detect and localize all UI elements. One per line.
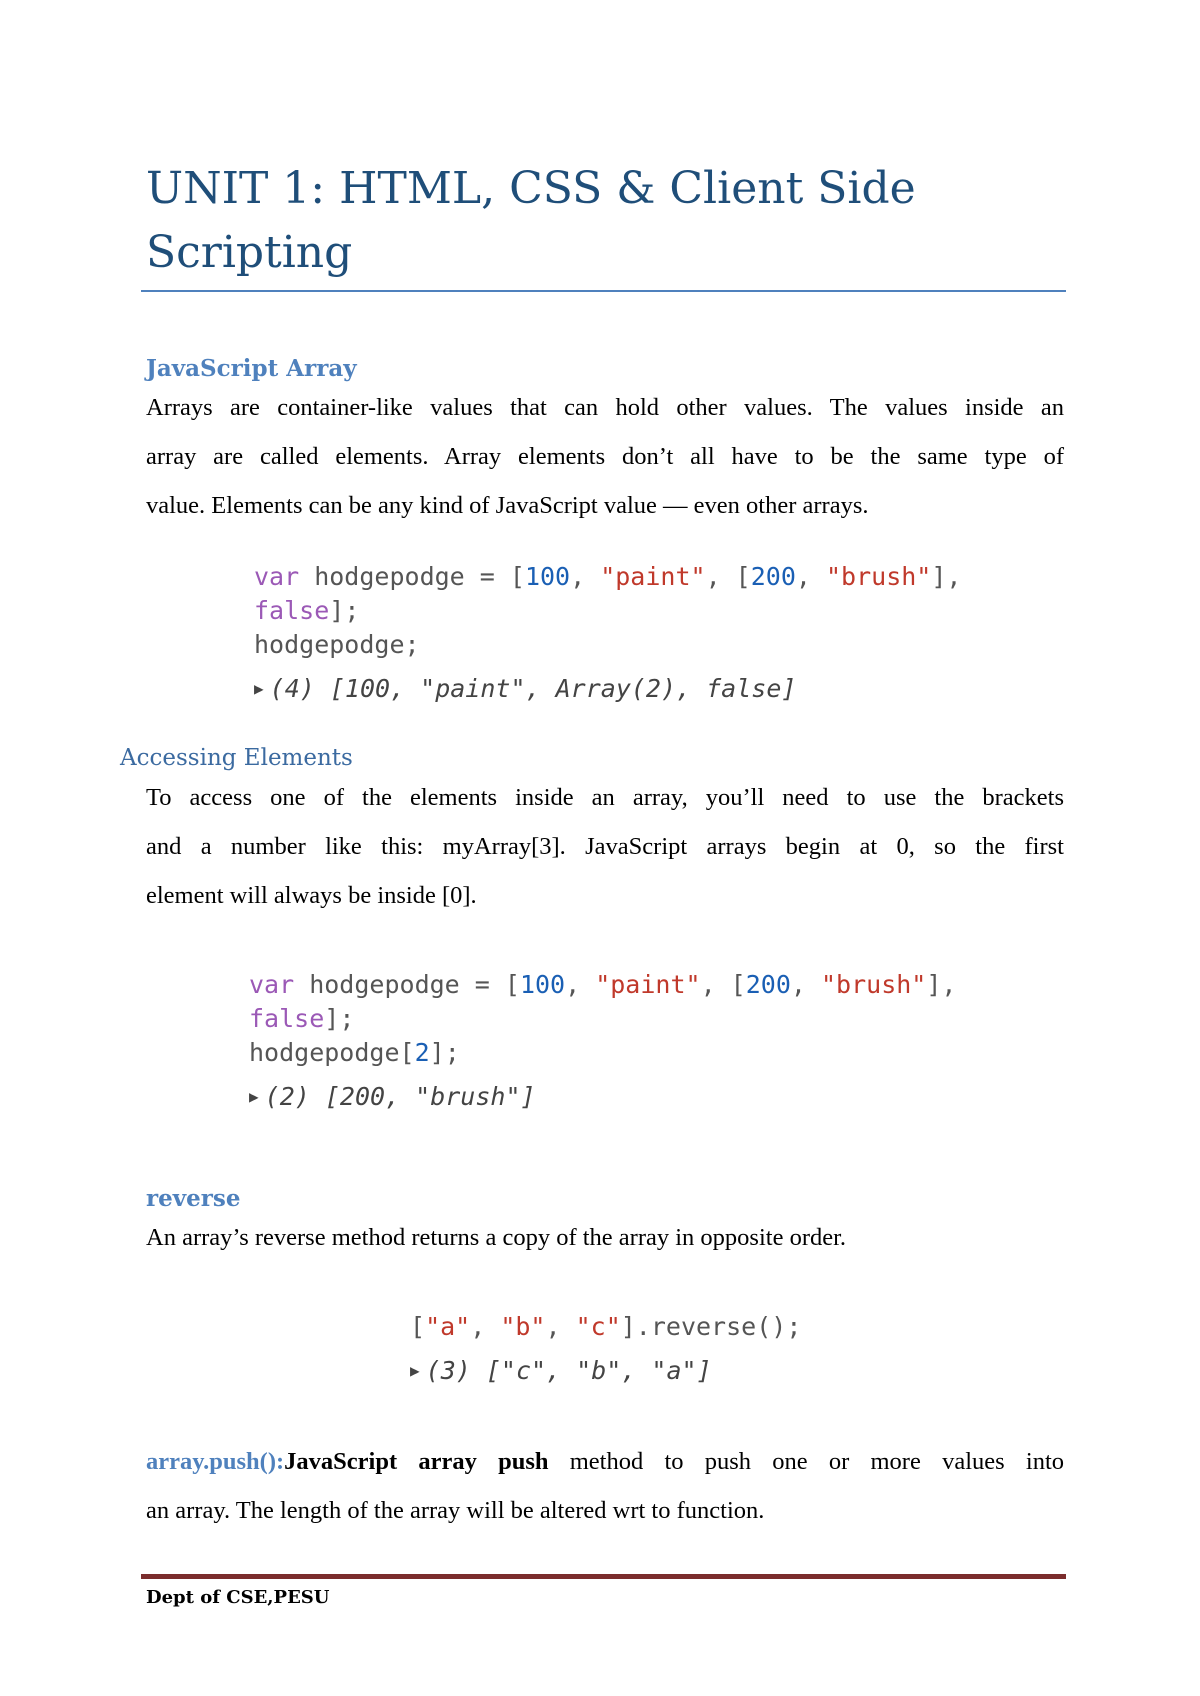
code-token: , [795,562,826,591]
code-token: , [570,562,601,591]
code-token: ]; [429,1038,460,1067]
code-token: , [ [705,562,751,591]
code-token: , [ [700,970,746,999]
code-token: ].reverse(); [620,1312,802,1341]
code-token: hodgepodge = [ [294,970,520,999]
code-token: "paint" [600,562,706,591]
console-result-text: (4) [100, "paint", Array(2), false] [269,674,797,703]
footer-rule [141,1574,1066,1579]
code-line: hodgepodge; [254,630,420,659]
code-token: 2 [414,1038,430,1067]
code-token: false [249,1004,325,1033]
code-token: ], [931,562,962,591]
code-token: [ [410,1312,426,1341]
code-token: ]; [329,596,360,625]
paragraph-line: element will always be inside [0]. [146,882,477,909]
code-token: , [545,1312,576,1341]
paragraph-line: An array’s reverse method returns a copy of the array in opposite order. [146,1224,847,1251]
paragraph-line: Arrays are container-like values that can hold other values. The values inside an [146,394,1064,421]
footer-text: Dept of CSE,PESU [146,1587,330,1608]
code-token: "b" [500,1312,546,1341]
code-token: 200 [745,970,791,999]
console-result [249,1080,956,1114]
code-block-reverse [410,1310,801,1388]
console-result-text: (2) [200, "brush"] [264,1082,536,1111]
code-token: "brush" [825,562,932,591]
heading-array-push: array.push(): [146,1448,285,1475]
paragraph-reverse [146,1213,1064,1262]
code-token: "paint" [595,970,701,999]
bold-text: JavaScript array push [284,1448,549,1475]
paragraph-text: method to push one or more values into [548,1448,1064,1475]
console-result [410,1354,801,1388]
code-token: 200 [750,562,796,591]
code-token: , [565,970,596,999]
paragraph-line: an array. The length of the array will be altered wrt to function. [146,1497,765,1524]
heading-reverse: reverse [146,1185,241,1212]
code-token: var [254,562,300,591]
expand-triangle-icon[interactable]: ▶ [249,1087,259,1106]
console-result-text: (3) ["c", "b", "a"] [425,1356,712,1385]
code-token: false [254,596,330,625]
code-token: ]; [324,1004,355,1033]
code-block-accessing [249,968,956,1114]
expand-triangle-icon[interactable]: ▶ [254,679,264,698]
paragraph-line [146,1437,1064,1486]
expand-triangle-icon[interactable]: ▶ [410,1361,420,1380]
page-title [146,157,1076,285]
heading-accessing-elements: Accessing Elements [120,745,353,771]
paragraph-javascript-array [146,383,1064,530]
title-underline [141,290,1066,292]
code-token: "brush" [820,970,927,999]
code-token: hodgepodge[ [249,1038,415,1067]
code-token: 100 [519,970,566,999]
code-token: 100 [524,562,571,591]
code-token: , [790,970,821,999]
paragraph-array-push [146,1437,1064,1535]
console-result [254,672,961,706]
page-title-line-2: Scripting [146,227,353,278]
code-block-array [254,560,961,706]
paragraph-accessing-elements [146,773,1064,920]
code-token: ], [926,970,957,999]
code-token: , [470,1312,501,1341]
code-token: hodgepodge = [ [299,562,525,591]
code-token: "a" [425,1312,471,1341]
code-token: "c" [575,1312,621,1341]
paragraph-line: array are called elements. Array elements don’t all have to be the same type of [146,443,1064,470]
heading-javascript-array: JavaScript Array [146,355,357,382]
code-token: var [249,970,295,999]
paragraph-line: value. Elements can be any kind of JavaScript value — even other arrays. [146,492,869,519]
paragraph-line: To access one of the elements inside an array, you’ll need to use the brackets [146,784,1064,811]
paragraph-line: and a number like this: myArray[3]. JavaScript arrays begin at 0, so the first [146,833,1064,860]
page-title-line-1: UNIT 1: HTML, CSS & Client Side [146,163,916,214]
